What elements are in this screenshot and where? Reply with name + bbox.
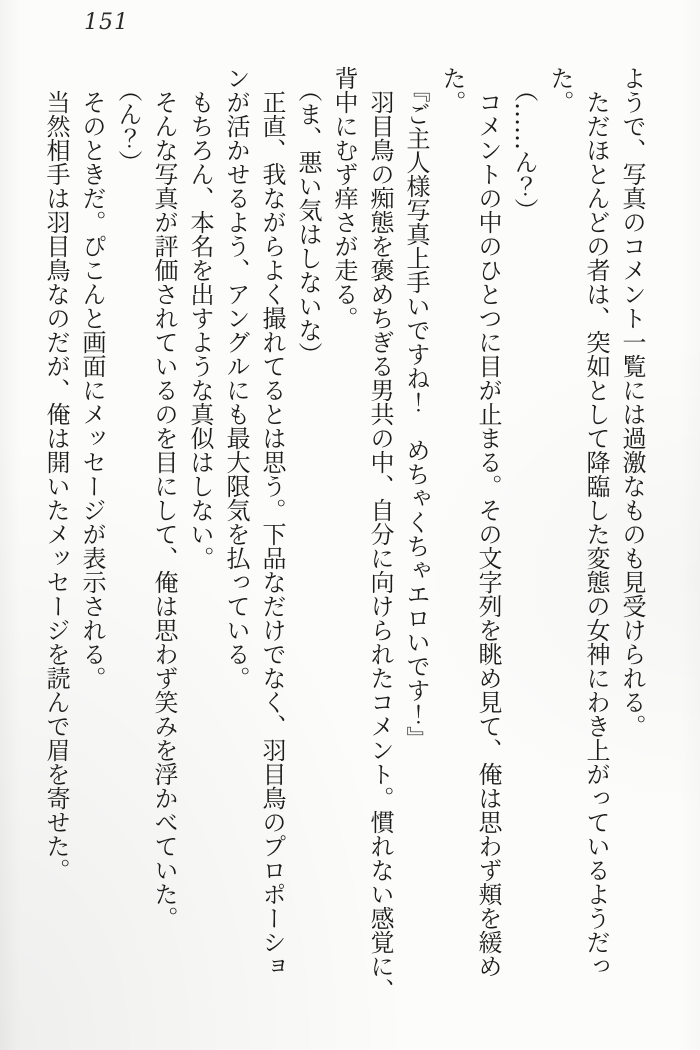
text-line: もちろん、本名を出すような真似はしない。 — [186, 66, 214, 570]
text-line: た。 — [546, 66, 574, 114]
body-text — [38, 66, 650, 1018]
text-line: 背中にむず痒さが走る。 — [330, 66, 358, 330]
text-line: （……ん？） — [510, 66, 538, 222]
text-line: 当然相手は羽目鳥なのだが、俺は開いたメッセージを読んで眉を寄せた。 — [42, 66, 70, 882]
text-line: そのときだ。ぴこんと画面にメッセージが表示される。 — [78, 66, 106, 690]
text-line: 正直、我ながらよく撮れてるとは思う。下品なだけでなく、羽目鳥のプロポーショ — [258, 66, 286, 978]
text-line: た。 — [438, 66, 466, 114]
text-line: 『ご主人様写真上手いですね！ めちゃくちゃエロいです！』 — [402, 66, 430, 750]
text-line: ようで、写真のコメント一覧には過激なものも見受けられる。 — [618, 66, 646, 738]
text-line: そんな写真が評価されているのを目にして、俺は思わず笑みを浮かべていた。 — [150, 66, 178, 930]
text-line: ただほとんどの者は、突如として降臨した変態の女神にわき上がっているようだっ — [582, 66, 610, 978]
text-line: コメントの中のひとつに目が止まる。その文字列を眺め見て、俺は思わず頬を緩め — [474, 66, 502, 978]
page-number: 151 — [84, 10, 129, 35]
text-line: （ん？） — [114, 66, 142, 174]
text-line: 羽目鳥の痴態を褒めちぎる男共の中、自分に向けられたコメント。慣れない感覚に、 — [366, 66, 394, 1002]
text-line: （ま、悪い気はしないな） — [294, 66, 322, 366]
text-line: ンが活かせるよう、アングルにも最大限気を払っている。 — [222, 66, 250, 690]
